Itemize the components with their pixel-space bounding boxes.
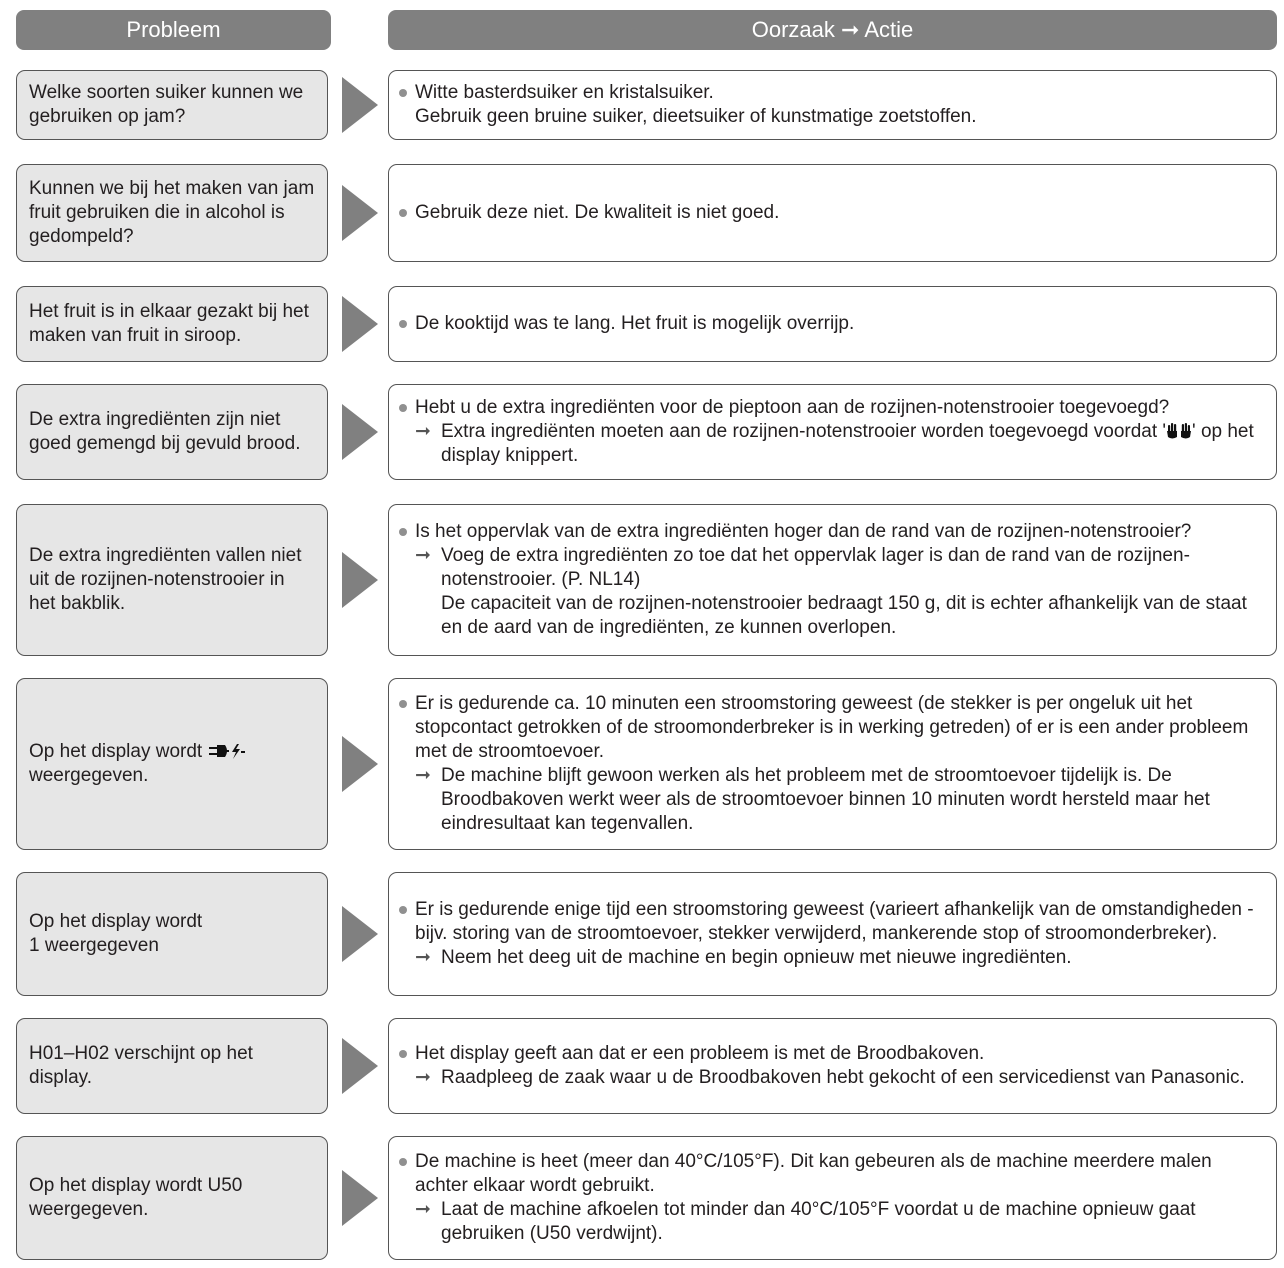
- problem-box: [16, 678, 328, 850]
- action-text: Extra ingrediënten moeten aan de rozijnen-notenstrooier worden toegevoegd voordat ' ' op het display knippert.: [441, 421, 1254, 466]
- problem-box: [16, 286, 328, 362]
- answer-box: [388, 164, 1277, 262]
- arrow-icon: [342, 1170, 378, 1226]
- bullet-icon: [399, 404, 407, 412]
- answer-box: [388, 70, 1277, 140]
- action-arrow-icon: ➞: [415, 545, 431, 566]
- action-text: Raadpleeg de zaak waar u de Broodbakoven hebt gekocht of een servicedienst van Panasonic.: [441, 1067, 1245, 1088]
- action-text: De machine blijft gewoon werken als het probleem met de stroomtoevoer tijdelijk is. De Broodbakoven werkt weer als de stroomtoevoer binnen 10 minuten wordt hersteld maar het eindresultaat kan tegenvallen.: [441, 765, 1210, 834]
- problem-box: [16, 70, 328, 140]
- bullet-icon: [399, 528, 407, 536]
- bullet-icon: [399, 1158, 407, 1166]
- answer-box: [388, 1136, 1277, 1260]
- bullet-icon: [399, 906, 407, 914]
- arrow-icon: [342, 296, 378, 352]
- hands-icon: [1166, 422, 1192, 440]
- power-failure-icon: [207, 742, 247, 760]
- answer-box: [388, 872, 1277, 996]
- problem-text: Op het display wordt U50 weergegeven.: [29, 1175, 243, 1220]
- cause-text: Hebt u de extra ingrediënten voor de pieptoon aan de rozijnen-notenstrooier toegevoegd?: [415, 397, 1170, 418]
- problem-box: [16, 504, 328, 656]
- cause-text: De machine is heet (meer dan 40°C/105°F). Dit kan gebeuren als de machine meerdere malen achter elkaar wordt gebruikt.: [415, 1151, 1212, 1196]
- bullet-icon: [399, 700, 407, 708]
- arrow-icon: [342, 552, 378, 608]
- problem-text: Op het display wordt 1 weergegeven: [29, 911, 203, 956]
- cause-text: Er is gedurende enige tijd een stroomstoring geweest (varieert afhankelijk van de omstandigheden - bijv. storing van de stroomtoevoer, stekker verwijderd, mankerende stop of stroomonderbreker).: [415, 899, 1254, 944]
- action-continuation: De capaciteit van de rozijnen-notenstrooier bedraagt 150 g, dit is echter afhankelijk van de staat en de aard van de ingrediënten, ze kunnen overlopen.: [441, 593, 1247, 638]
- action-arrow-icon: ➞: [415, 1067, 431, 1088]
- cause-action-header: Oorzaak ➞ Actie: [388, 10, 1277, 50]
- action-text: Laat de machine afkoelen tot minder dan 40°C/105°F voordat u de machine opnieuw gaat gebruiken (U50 verdwijnt).: [441, 1199, 1196, 1244]
- bullet-icon: [399, 1050, 407, 1058]
- problem-box: [16, 872, 328, 996]
- answer-box: [388, 678, 1277, 850]
- bullet-icon: [399, 209, 407, 217]
- arrow-icon: [342, 906, 378, 962]
- answer-box: [388, 384, 1277, 480]
- cause-text: Er is gedurende ca. 10 minuten een stroomstoring geweest (de stekker is per ongeluk uit het stopcontact getrokken of de stroomonderbreker is in werking getreden) of er is een ander probleem met de stroomtoevoer.: [415, 693, 1249, 762]
- answer-box: [388, 1018, 1277, 1114]
- action-arrow-icon: ➞: [415, 947, 431, 968]
- action-text: Voeg de extra ingrediënten zo toe dat het oppervlak lager is dan de rand van de rozijnen-notenstrooier. (P. NL14): [441, 545, 1190, 590]
- bullet-icon: [399, 89, 407, 97]
- cause-text: Witte basterdsuiker en kristalsuiker.: [415, 82, 714, 103]
- arrow-icon: [342, 185, 378, 241]
- problem-text: H01–H02 verschijnt op het display.: [29, 1043, 253, 1088]
- arrow-icon: [342, 77, 378, 133]
- problem-text: Op het display wordt weergegeven.: [29, 740, 247, 788]
- action-arrow-icon: ➞: [415, 765, 431, 786]
- problem-box: [16, 164, 328, 262]
- arrow-icon: [342, 1038, 378, 1094]
- answer-box: [388, 504, 1277, 656]
- problem-box: [16, 384, 328, 480]
- action-arrow-icon: ➞: [415, 1199, 431, 1220]
- cause-text: Gebruik deze niet. De kwaliteit is niet goed.: [415, 202, 780, 223]
- answer-box: [388, 286, 1277, 362]
- problem-box: [16, 1136, 328, 1260]
- cause-text: Het display geeft aan dat er een probleem is met de Broodbakoven.: [415, 1043, 985, 1064]
- arrow-icon: [342, 736, 378, 792]
- cause-text: De kooktijd was te lang. Het fruit is mogelijk overrijp.: [415, 313, 855, 334]
- action-text: Neem het deeg uit de machine en begin opnieuw met nieuwe ingrediënten.: [441, 947, 1072, 968]
- arrow-icon: [342, 404, 378, 460]
- problem-header: Probleem: [16, 10, 331, 50]
- problem-text: Kunnen we bij het maken van jam fruit gebruiken die in alcohol is gedompeld?: [29, 178, 315, 247]
- action-arrow-icon: ➞: [415, 421, 431, 442]
- problem-box: [16, 1018, 328, 1114]
- bullet-icon: [399, 320, 407, 328]
- cause-text: Is het oppervlak van de extra ingrediënten hoger dan de rand van de rozijnen-notenstrooier?: [415, 521, 1192, 542]
- problem-text: Welke soorten suiker kunnen we gebruiken op jam?: [29, 82, 304, 127]
- problem-text: De extra ingrediënten zijn niet goed gemengd bij gevuld brood.: [29, 409, 301, 454]
- problem-text: Het fruit is in elkaar gezakt bij het maken van fruit in siroop.: [29, 301, 309, 346]
- problem-text: De extra ingrediënten vallen niet uit de rozijnen-notenstrooier in het bakblik.: [29, 545, 302, 614]
- cause-continuation: Gebruik geen bruine suiker, dieetsuiker of kunstmatige zoetstoffen.: [415, 106, 977, 127]
